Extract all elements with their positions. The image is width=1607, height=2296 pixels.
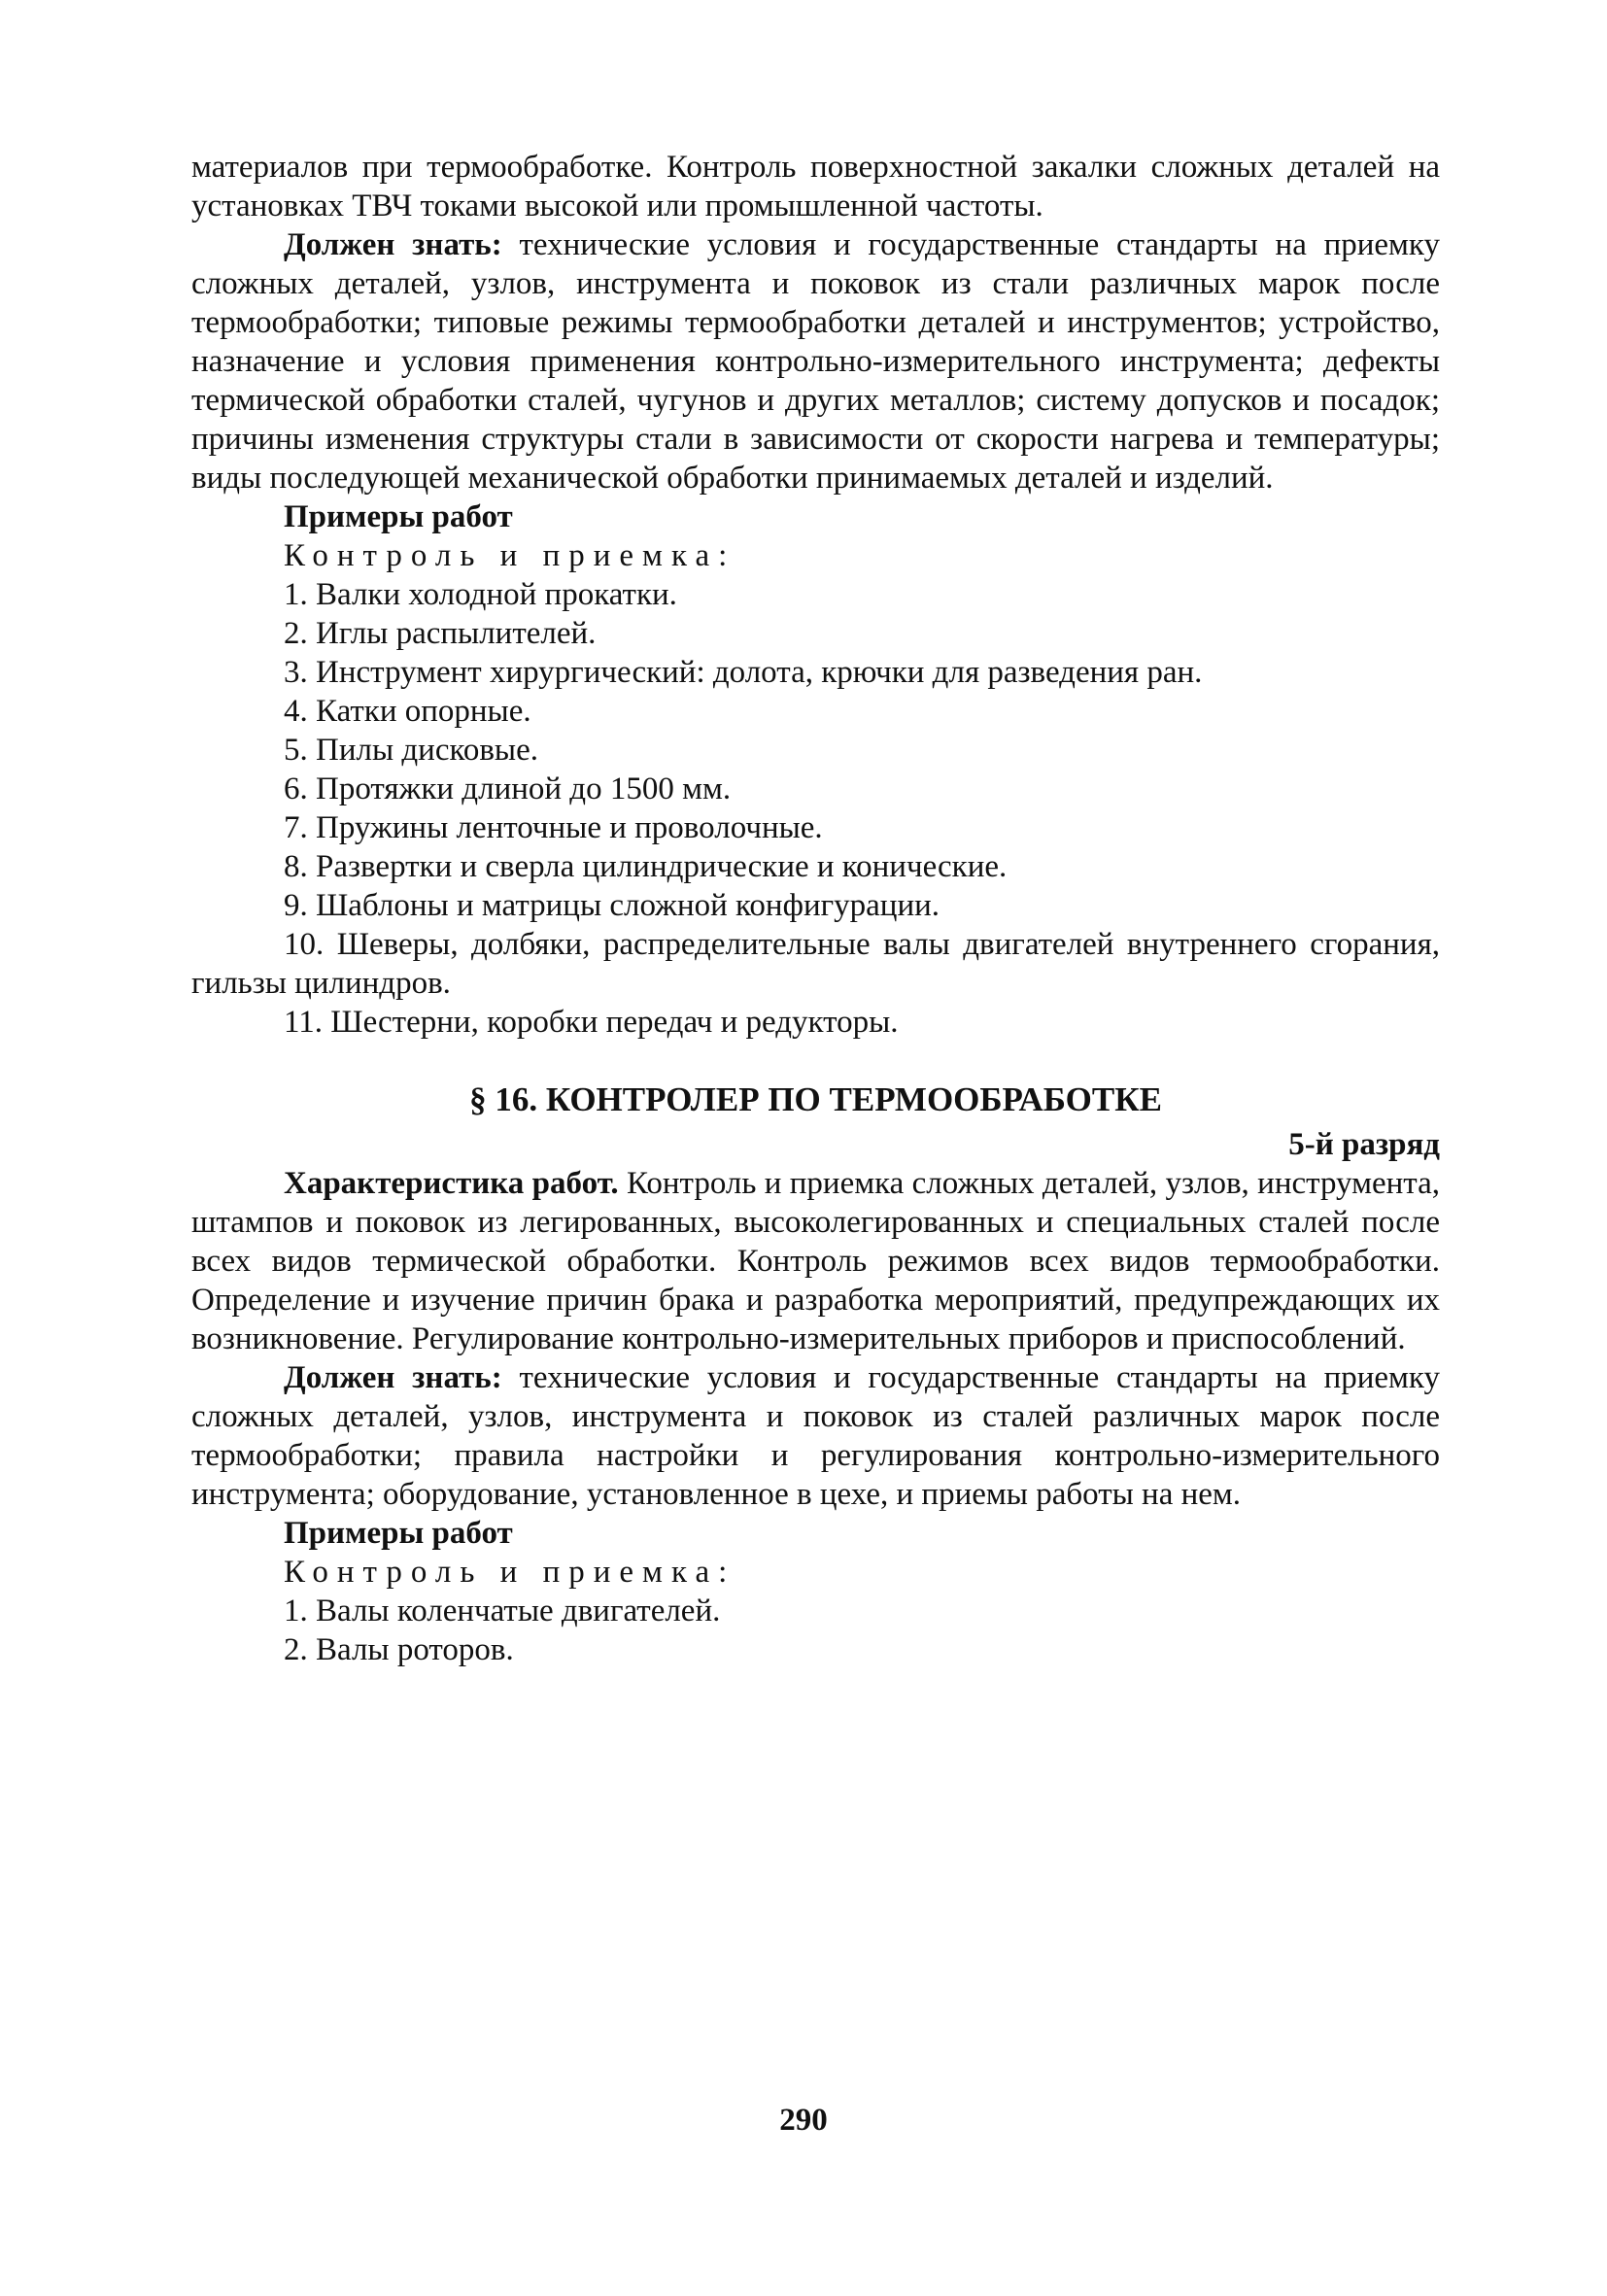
list-item: 1. Валки холодной прокатки. [284, 577, 677, 612]
list-item: 4. Катки опорные. [284, 694, 531, 729]
page-number: 290 [779, 2103, 828, 2138]
list-item: 10. Шеверы, долбяки, распределительные валы двигателей внутреннего сгорания, гильзы цилиндров. [191, 927, 1440, 1001]
characteristic-text: Контроль и приемка сложных деталей, узлов, инструмента, штампов и поковок из легированных, высоколегированных и специальных сталей после всех видов термической обработки. Контроль режимов всех видов термообработки. Определение и изучение причин брака и разработка мероприятий, предупреждающих их возникновение. Регулирование контрольно-измерительных приборов и приспособлений. [191, 1166, 1440, 1356]
must-know-label-2: Должен знать: [284, 1360, 502, 1395]
list-item: 9. Шаблоны и матрицы сложной конфигурации. [284, 888, 940, 923]
grade-label: 5-й разряд [1288, 1127, 1440, 1162]
examples-subheading-1: Контроль и приемка: [284, 538, 736, 573]
must-know-paragraph-1 [191, 225, 1440, 497]
section-title: § 16. КОНТРОЛЕР ПО ТЕРМООБРАБОТКЕ [469, 1080, 1162, 1118]
list-item: 1. Валы коленчатые двигателей. [284, 1593, 721, 1628]
list-item: 6. Протяжки длиной до 1500 мм. [284, 771, 732, 806]
list-item: 2. Иглы распылителей. [284, 616, 597, 651]
intro-paragraph: материалов при термообработке. Контроль поверхностной закалки сложных деталей на установках ТВЧ токами высокой или промышленной частоты. [191, 150, 1440, 223]
must-know-text-1: технические условия и государственные стандарты на приемку сложных деталей, узлов, инструмента и поковок из стали различных марок после термообработки; типовые режимы термообработки деталей и инструментов; устройство, назначение и условия применения контрольно-измерительного инструмента; дефекты термической обработки сталей, чугунов и других металлов; систему допусков и посадок; причины изменения структуры стали в зависимости от скорости нагрева и температуры; виды последующей механической обработки принимаемых деталей и изделий. [191, 227, 1440, 496]
examples-heading-1: Примеры работ [284, 499, 513, 534]
must-know-label-1: Должен знать: [284, 227, 502, 262]
list-item: 5. Пилы дисковые. [284, 733, 538, 768]
examples-subheading-2: Контроль и приемка: [284, 1555, 736, 1590]
examples-list-2 [191, 1592, 1440, 1669]
examples-list-1 [191, 575, 1440, 1042]
list-item: 7. Пружины ленточные и проволочные. [284, 810, 823, 845]
examples-heading-2: Примеры работ [284, 1516, 513, 1551]
must-know-text-2: технические условия и государственные стандарты на приемку сложных деталей, узлов, инструмента и поковок из сталей различных марок после термообработки; правила настройки и регулирования контрольно-измерительного инструмента; оборудование, установленное в цехе, и приемы работы на нем. [191, 1360, 1440, 1512]
must-know-paragraph-2 [191, 1358, 1440, 1514]
document-page [191, 148, 1440, 1669]
list-item: 8. Развертки и сверла цилиндрические и конические. [284, 849, 1008, 884]
list-item: 2. Валы роторов. [284, 1632, 514, 1667]
characteristic-paragraph [191, 1164, 1440, 1358]
list-item: 3. Инструмент хирургический: долота, крючки для разведения ран. [284, 655, 1203, 690]
list-item: 11. Шестерни, коробки передач и редукторы. [284, 1005, 899, 1040]
characteristic-label: Характеристика работ. [284, 1166, 619, 1201]
